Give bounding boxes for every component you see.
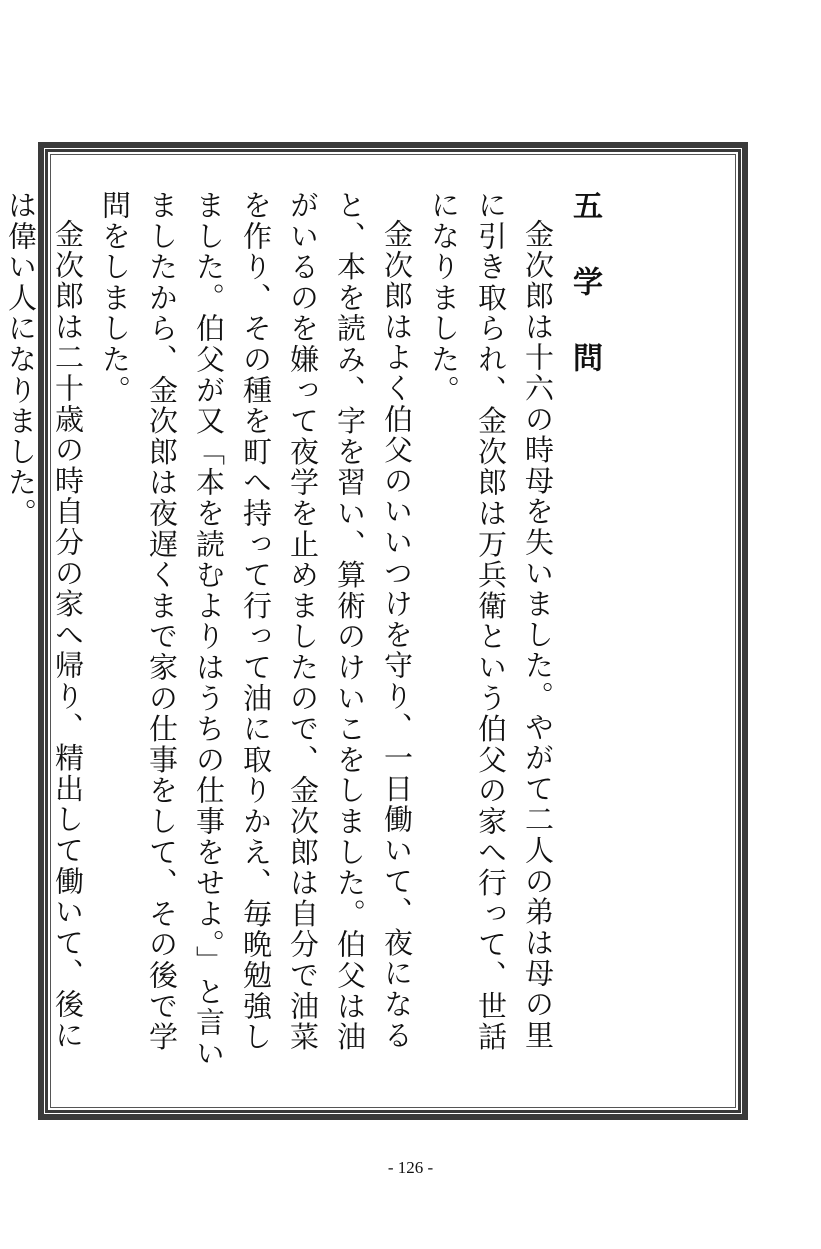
section-heading: 五 学 問 (567, 190, 602, 380)
vertical-text-body (4, 190, 608, 1070)
page-number: - 126 - (387, 1158, 434, 1177)
paragraph-2: 金次郎はよく伯父のいいつけを守り、一日働いて、夜になると、本を読み、字を習い、算術のけいこをしました。伯父は油がいるのを嫌って夜学を止めましたので、金次郎は自分で油菜を作り、その種を町へ持って行って油に取りかえ、毎晩勉強しました。伯父が又「本を読むよりはうちの仕事をせよ。」と言いましたから、金次郎は夜遅くまで家の仕事をして、その後で学問をしました。 (98, 190, 414, 1069)
paragraph-3: 金次郎は二十歳の時自分の家へ帰り、精出して働いて、後には偉い人になりました。 (4, 190, 85, 1051)
paragraph-1: 金次郎は十六の時母を失いました。やがて二人の弟は母の里に引き取られ、金次郎は万兵衛という伯父の家へ行って、世話になりました。 (427, 190, 555, 1053)
